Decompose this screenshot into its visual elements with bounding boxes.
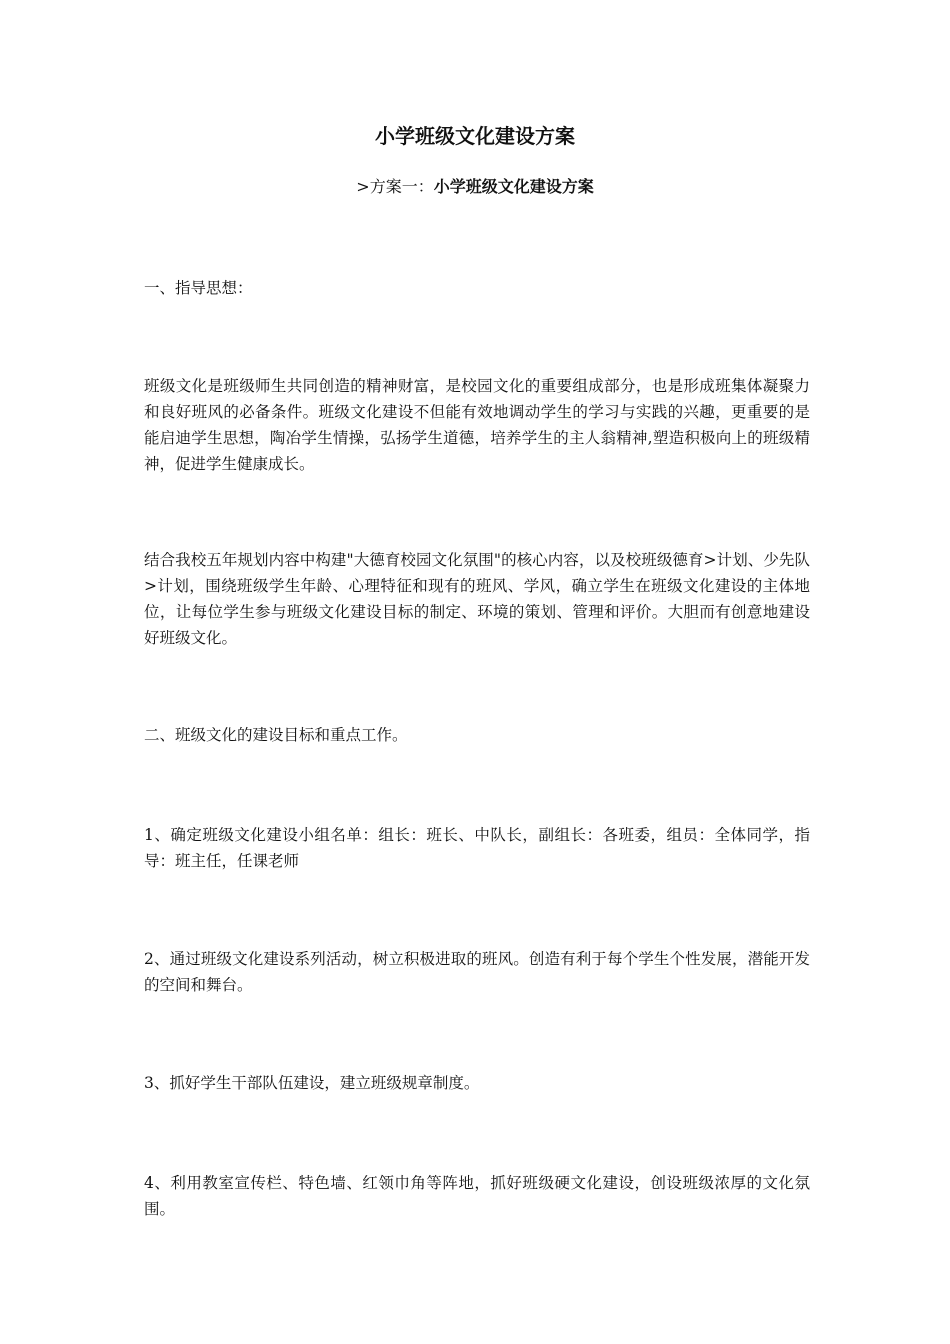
subtitle-name: 小学班级文化建设方案 [433, 177, 594, 196]
list-item: 2、通过班级文化建设系列活动，树立积极进取的班风。创造有利于每个学生个性发展，潜能开发的空间和舞台。 [144, 950, 810, 994]
subtitle-prefix: >方案一： [356, 177, 434, 196]
section1-paragraph-2: 结合我校五年规划内容中构建"大德育校园文化氛围"的核心内容，以及校班级德育>计划、少先队>计划，围绕班级学生年龄、心理特征和现有的班风、学风，确立学生在班级文化建设的主体地位，让每位学生参与班级文化建设目标的制定、环境的策划、管理和评价。大胆而有创意地建设好班级文化。 [144, 551, 810, 647]
document-subtitle [0, 174, 950, 200]
section1-paragraph-1: 班级文化是班级师生共同创造的精神财富，是校园文化的重要组成部分，也是形成班集体凝聚力和良好班风的必备条件。班级文化建设不但能有效地调动学生的学习与实践的兴趣，更重要的是能启迪学生思想，陶冶学生情操，弘扬学生道德，培养学生的主人翁精神,塑造积极向上的班级精神，促进学生健康成长。 [144, 377, 810, 473]
section1-heading: 一、指导思想： [144, 279, 253, 297]
section2-heading: 二、班级文化的建设目标和重点工作。 [144, 726, 408, 744]
list-item: 1、确定班级文化建设小组名单：组长：班长、中队长，副组长：各班委，组员：全体同学，指导：班主任，任课老师 [144, 826, 810, 870]
document-title: 小学班级文化建设方案 [375, 124, 575, 148]
list-item: 3、抓好学生干部队伍建设，建立班级规章制度。 [144, 1074, 480, 1092]
list-item: 4、利用教室宣传栏、特色墙、红领巾角等阵地，抓好班级硬文化建设，创设班级浓厚的文化氛围。 [144, 1174, 810, 1218]
